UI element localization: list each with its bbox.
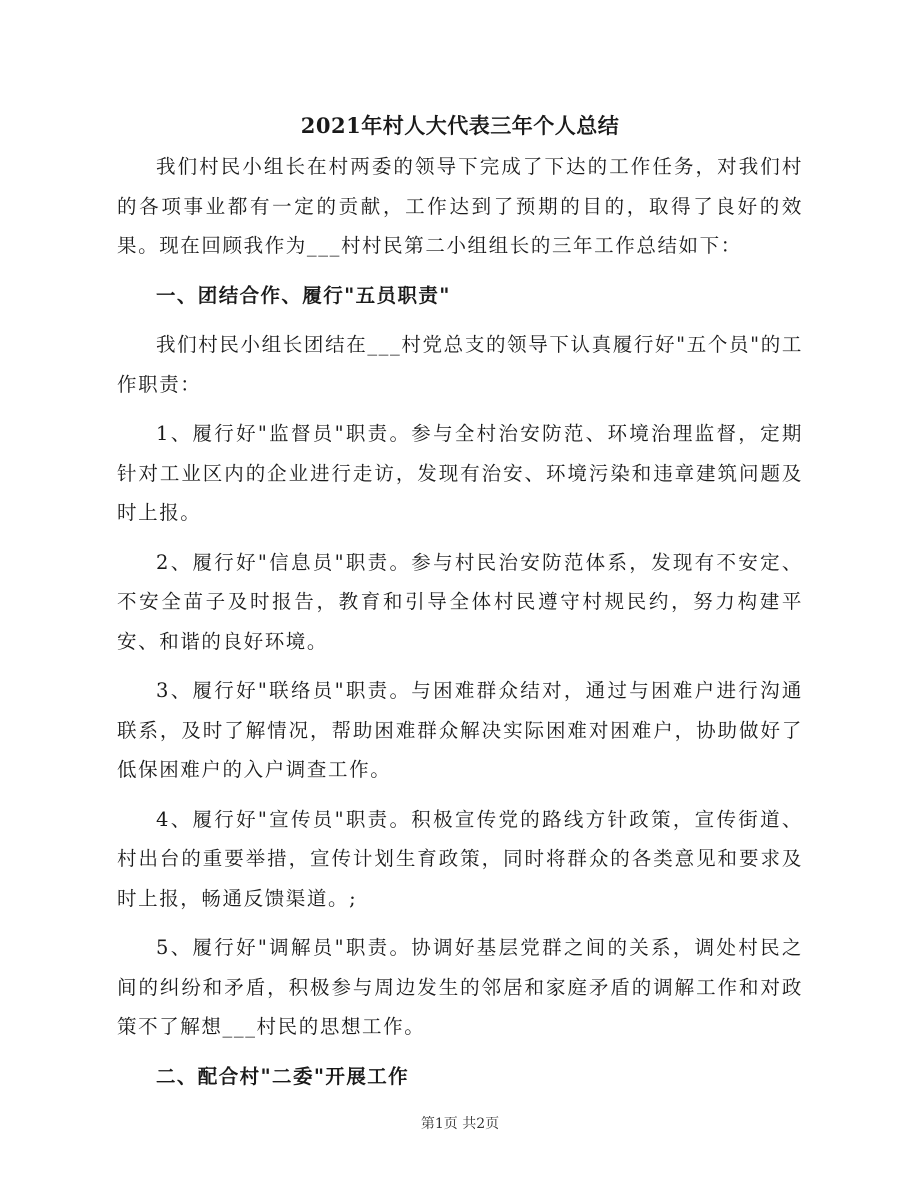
duty-item-1: 1、履行好"监督员"职责。参与全村治安防范、环境治理监督，定期针对工业区内的企业进行走访，发现有治安、环境污染和违章建筑问题及时上报。 (117, 422, 803, 524)
duty-item-4: 4、履行好"宣传员"职责。积极宣传党的路线方针政策，宣传街道、村出台的重要举措，宣传计划生育政策，同时将群众的各类意见和要求及时上报，畅通反馈渠道。; (117, 807, 803, 910)
page-number: 第1页 共2页 (420, 1116, 500, 1132)
section-heading-2: 二、配合村"二委"开展工作 (156, 1064, 410, 1088)
duty-item-5: 5、履行好"调解员"职责。协调好基层党群之间的关系，调处村民之间的纠纷和矛盾，积极参与周边发生的邻居和家庭矛盾的调解工作和对政策不了解想___村民的思想工作。 (117, 936, 803, 1038)
intro-paragraph: 我们村民小组长在村两委的领导下完成了下达的工作任务，对我们村的各项事业都有一定的贡献，工作达到了预期的目的，取得了良好的效果。现在回顾我作为___村村民第二小组组长的三年工作总结如下： (117, 155, 803, 257)
duty-item-3: 3、履行好"联络员"职责。与困难群众结对，通过与困难户进行沟通联系，及时了解情况，帮助困难群众解决实际困难对困难户，协助做好了低保困难户的入户调查工作。 (117, 679, 803, 781)
duty-item-2: 2、履行好"信息员"职责。参与村民治安防范体系，发现有不安定、不安全苗子及时报告，教育和引导全体村民遵守村规民约，努力构建平安、和谐的良好环境。 (117, 550, 803, 653)
document-body (117, 147, 803, 1106)
section-heading-1: 一、团结合作、履行"五员职责" (156, 283, 451, 307)
document-title: 2021年村人大代表三年个人总结 (300, 113, 620, 138)
section-1-intro: 我们村民小组长团结在___村党总支的领导下认真履行好"五个员"的工作职责： (117, 333, 803, 396)
